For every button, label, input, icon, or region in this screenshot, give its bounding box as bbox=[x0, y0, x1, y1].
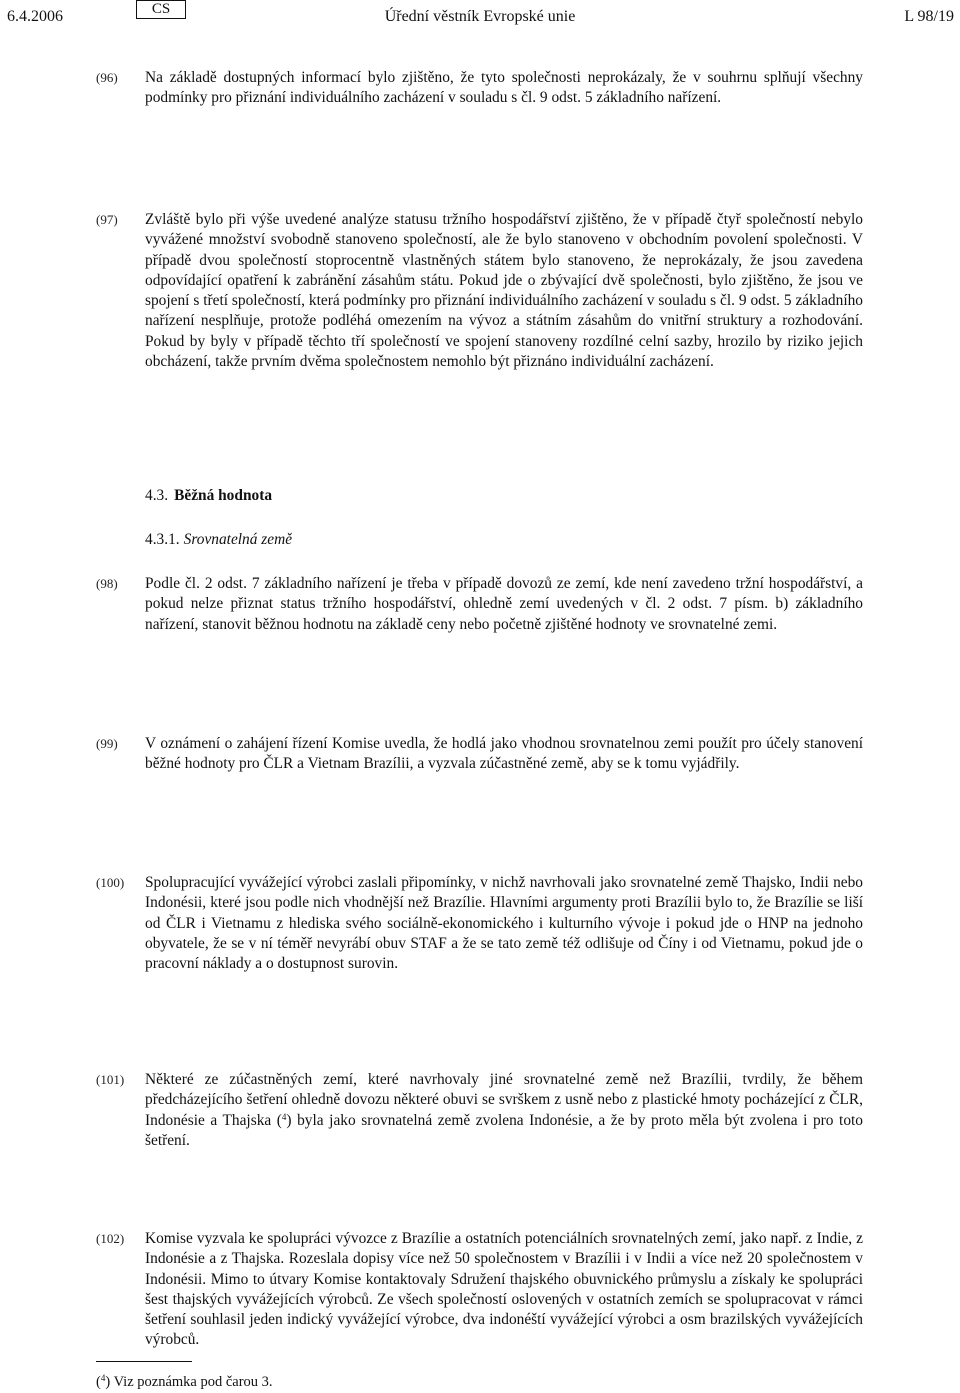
paragraph-text: Spolupracující vyvážející výrobci zaslali připomínky, v nichž navrhovali jako srovnatelné země Thajsko, Indii nebo Indonésii, které jsou podle nich vhodnější než Brazílie. Hlavními argumenty proti Brazílii bylo to, že Brazílie se liší od ČLR i Vietnamu z hlediska svého sociálně-ekonomického i kulturního vývoje i pokud jde o HNP na jednoho obyvatele, že se v ní téměř nevyrábí obuv STAF a že se tato země též odlišuje od Číny i od Vietnamu, pokud jde o pracovní náklady a o dostupnost surovin. bbox=[145, 874, 863, 973]
paragraph-number: (96) bbox=[96, 70, 118, 85]
paragraph-number: (99) bbox=[96, 736, 118, 751]
journal-header bbox=[0, 0, 960, 36]
subsection-title: Srovnatelná země bbox=[183, 531, 293, 548]
paragraph-text: Podle čl. 2 odst. 7 základního nařízení je třeba v případě dovozů ze zemí, kde není zavedeno tržní hospodářství, a pokud nelze přiznat status tržního hospodářství, ohledně zemí uvedených v čl. 2 odst. 7 písm. b) základního nařízení, stanovit běžnou hodnotu na základě ceny nebo početně zjištěné hodnoty ve srovnatelné zemi. bbox=[145, 575, 863, 633]
publication-date: 6.4.2006 bbox=[7, 8, 63, 25]
footnote-text: Viz poznámka pod čarou 3. bbox=[113, 1374, 273, 1390]
section-heading bbox=[145, 486, 272, 506]
paragraph-text: V oznámení o zahájení řízení Komise uvedla, že hodlá jako vhodnou srovnatelnou zemi použít pro účely stanovení běžné hodnoty pro ČLR a Vietnam Brazílii, a vyzvala zúčastněné země, aby se k tomu vyjádřily. bbox=[145, 735, 863, 773]
section-title: Běžná hodnota bbox=[174, 487, 273, 504]
paragraph-text-part: Některé ze zúčastněných zemí, které navrhovaly jiné srovnatelné země než Brazílii, tvrdily, že během předcházejícího šetření ohledně dovozu některé obuvi se svrškem z usně nebo z plastické hmoty pocházející z ČLR, Indonésie a Thajska ( bbox=[145, 1071, 863, 1129]
paragraph-text bbox=[145, 1070, 863, 1151]
paragraph-number: (98) bbox=[96, 576, 118, 591]
journal-title: Úřední věstník Evropské unie bbox=[384, 8, 576, 25]
paragraph-number: (100) bbox=[96, 875, 125, 890]
paragraph-text: Komise vyzvala ke spolupráci vývozce z Brazílie a ostatních potenciálních srovnatelných zemí, jako např. z Indie, z Indonésie a z Thajska. Rozeslala dopisy více než 50 společnostem v Brazílii i v Indii a více než 20 společnostem v Indonésii. Mimo to útvary Komise kontaktovaly Sdružení thajského obuvnického průmyslu a získaly ke spolupráci šest thajských vyvážejících výrobců. Ze všech společností oslovených v ostatních zemích se spolupracovat v rámci šetření souhlasil jeden indický vyvážející výrobce, dva indonéští vyvážející výrobci a osm brazilských vyvážejících výrobců. bbox=[145, 1230, 863, 1349]
paragraph-text: Na základě dostupných informací bylo zjištěno, že tyto společnosti neprokázaly, že v souhrnu splňují všechny podmínky pro přiznání individuálního zacházení v souladu s čl. 9 odst. 5 základního nařízení. bbox=[145, 69, 863, 107]
page-reference: L 98/19 bbox=[904, 8, 954, 25]
subsection-number: 4.3.1. bbox=[145, 531, 180, 548]
paragraph-text: Zvláště bylo při výše uvedené analýze statusu tržního hospodářství zjištěno, že v případě čtyř společností nebylo vyvážené množství svobodně stanoveno společností, ale že bylo stanoveno v obchodním povolení společnosti. V případě dvou společností stoprocentně vlastněných státem bylo stanoveno, že neprokázaly, že jsou zavedena odpovídající opatření k zabránění zásahům státu. Pokud jde o zbývající dvě společnosti, bylo zjištěno, že jsou ve spojení s třetí společností, která podmínky pro přiznání individuálního zacházení v souladu s čl. 9 odst. 5 základního nařízení nesplňuje, protože podléhá omezením na vývoz a státním zásahům do vnitřní struktury a rozhodování. Pokud by byly v případě těchto tří společností ve spojení stanoveny rozdílné celní sazby, hrozilo by riziko jejich obcházení, takže prvním dvěma společnostem nemohlo být přiznáno individuální zacházení. bbox=[145, 211, 863, 371]
subsection-heading bbox=[145, 530, 292, 550]
footnote: ($^4$) Viz poznámka pod čarou 3. bbox=[96, 1373, 273, 1390]
footnote-reference[interactable]: 4 bbox=[281, 1111, 287, 1122]
footnote-mark: 4 bbox=[100, 1373, 106, 1383]
paragraph-number: (97) bbox=[96, 212, 118, 227]
paragraph-number: (102) bbox=[96, 1231, 125, 1246]
language-code-box: CS bbox=[136, 0, 186, 19]
section-number: 4.3. bbox=[145, 487, 169, 504]
footnote-separator bbox=[96, 1361, 192, 1362]
paragraph-number: (101) bbox=[96, 1072, 125, 1087]
paragraph-text-part: ) byla jako srovnatelná země zvolena Indonésie, a že by proto měla být zvolena i pro toto šetření. bbox=[145, 1111, 863, 1149]
